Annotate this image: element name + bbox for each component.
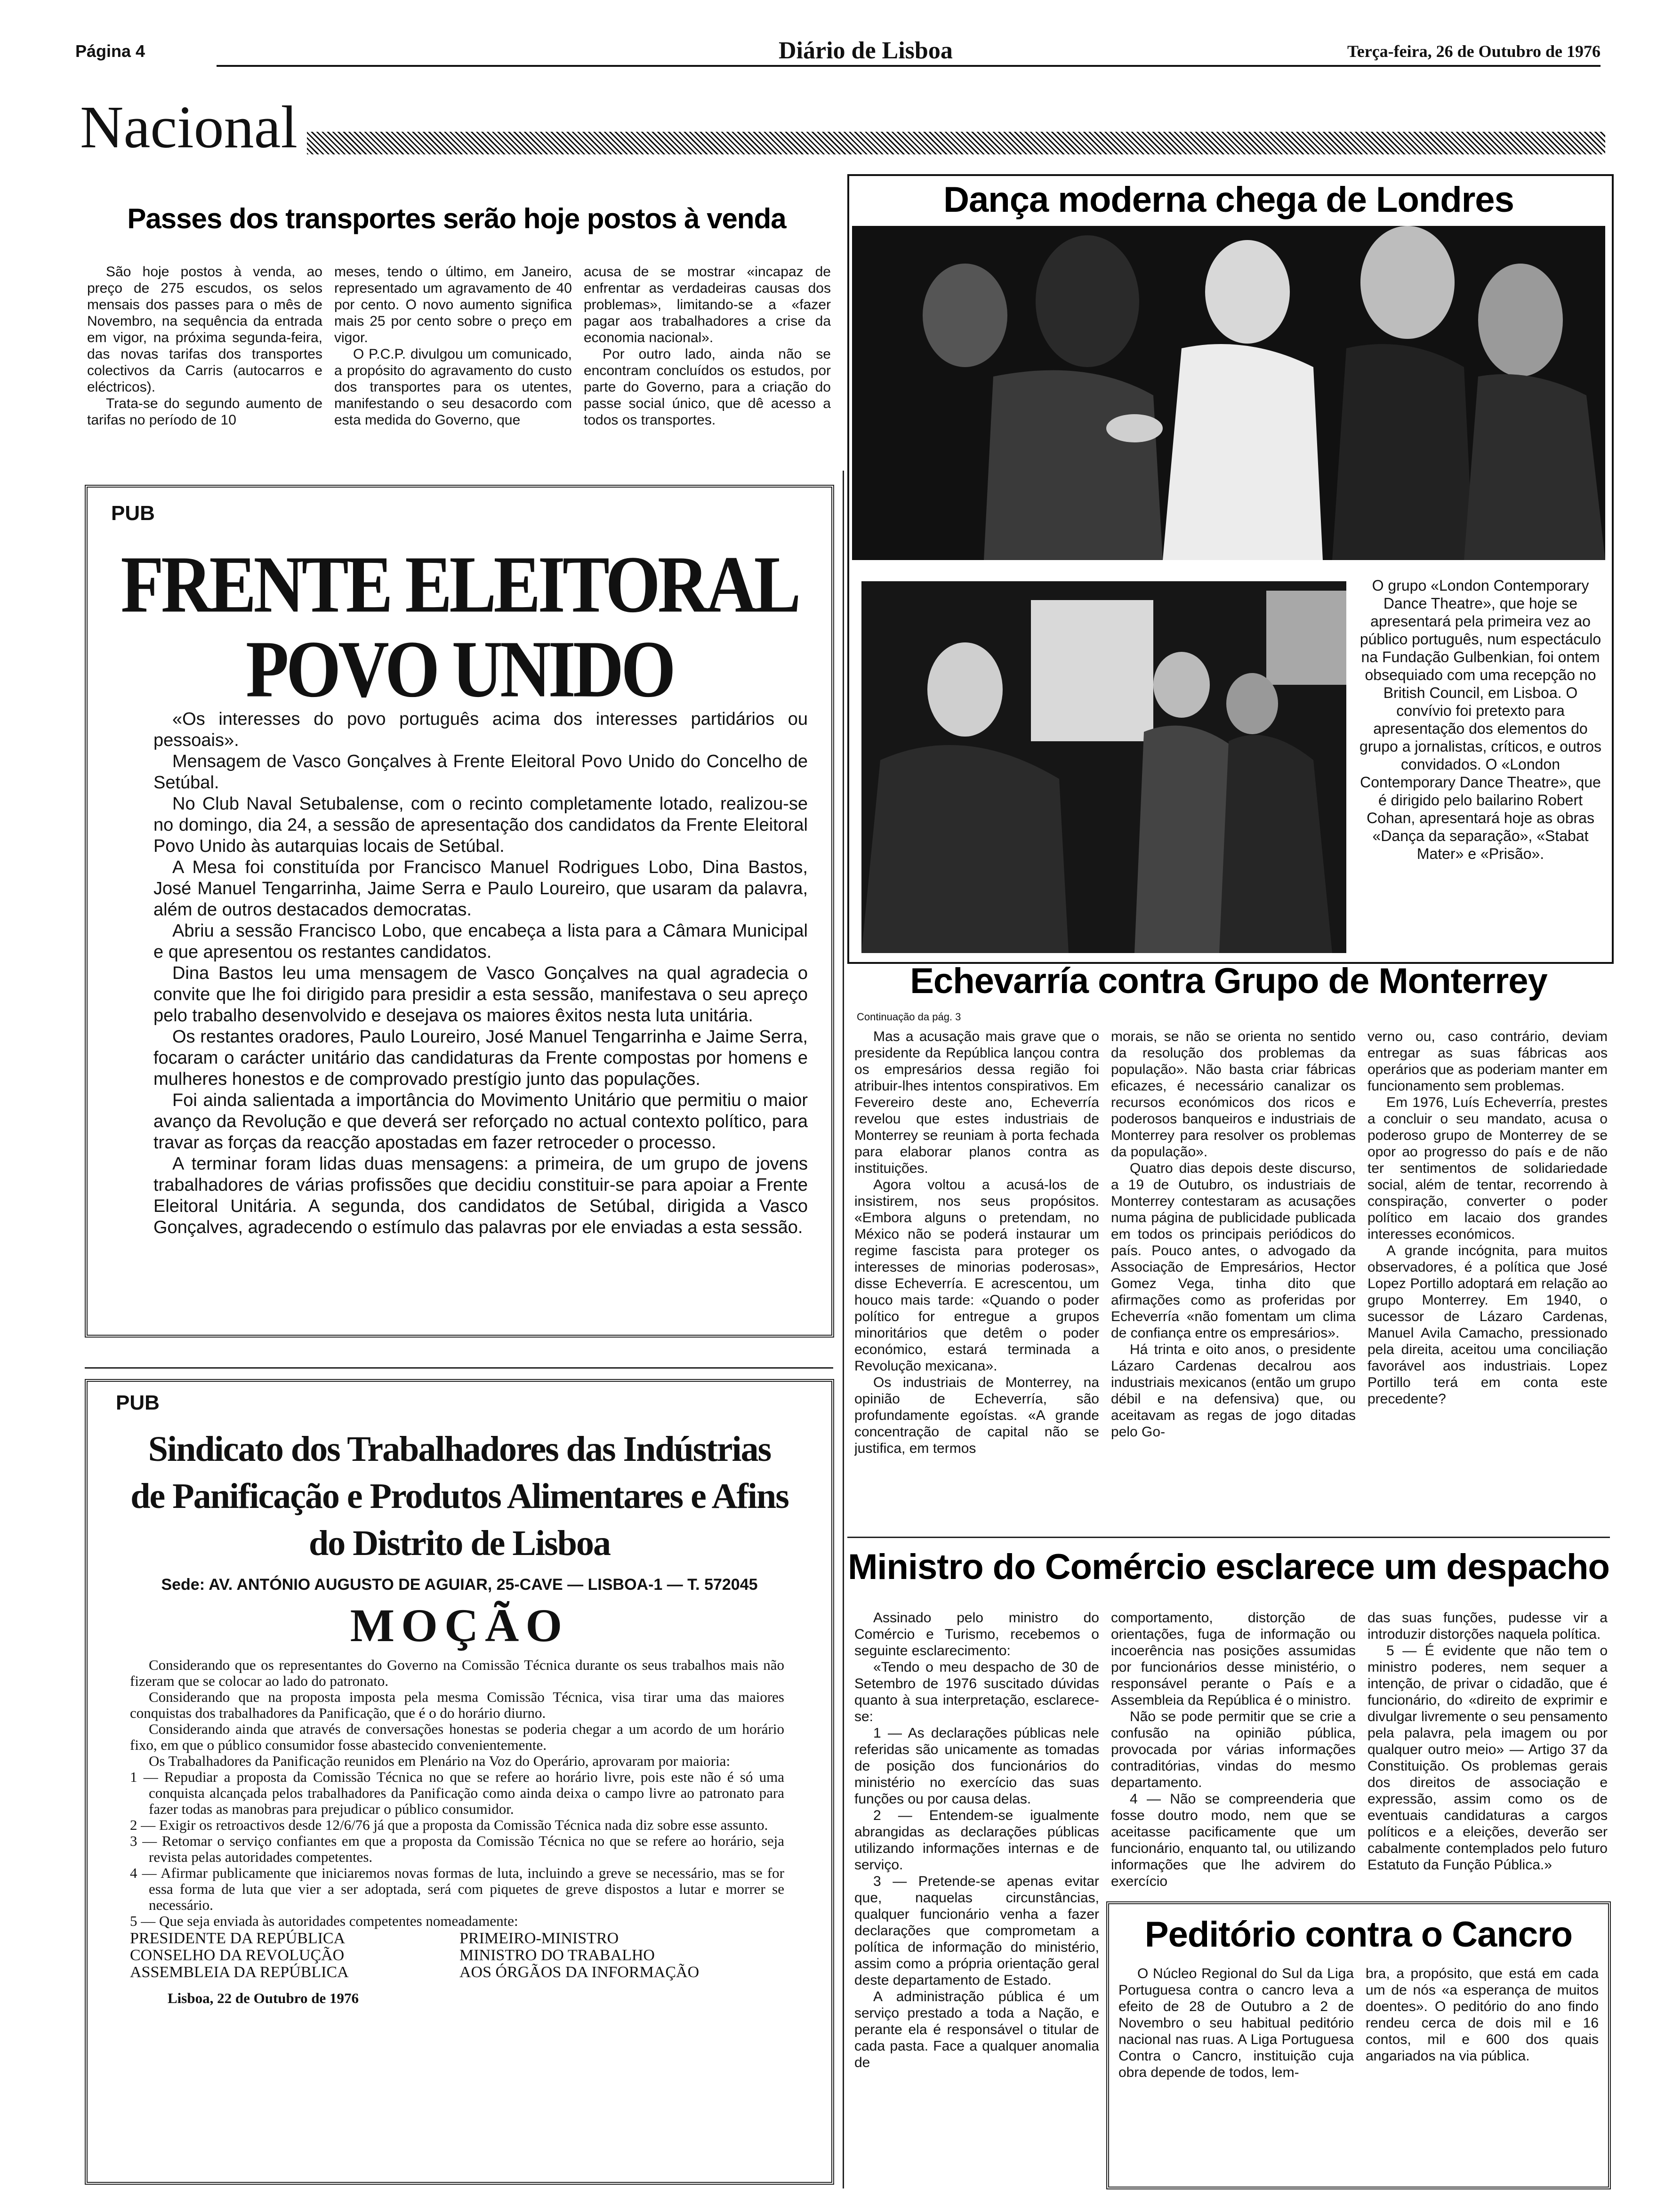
list-item: 4 — Afirmar publicamente que iniciaremos novas formas de luta, incluindo a greve se necessário, mas se for essa forma de luta que vier a ser adoptada, será com piquetes de greve dispostos a lutar e morrer se necessário. xyxy=(130,1865,784,1913)
paragraph: O Núcleo Regional do Sul da Liga Portuguesa contra o cancro leva a efeito de 28 de Outubro a 2 de Novembro o seu habitual peditório nacional nas ruas. A Liga Portuguesa Contra o Cancro, instituição cuja obra depende de todos, lem- xyxy=(1118,1966,1354,2080)
paragraph: comportamento, distorção de orientações, fuga de informação ou incoerência nas posições assumidas por funcionários desse ministério, o responsável perante o País e a Assembleia da República é o ministro. xyxy=(1111,1610,1356,1708)
recipient: PRESIDENTE DA REPÚBLICA xyxy=(130,1930,346,1947)
paragraph: Agora voltou a acusá-los de insistirem, nos seus propósitos. «Embora alguns o pretendam, no México não se poderá instaurar um regime fascista para proteger os interesses de minorias poderosas», disse Echeverría. E acrescentou, um houco mais tarde: «Quando o poder político for entregue a grupos minoritários que detêm o poder económico, estará terminada a Revolução mexicana». xyxy=(854,1177,1099,1374)
reception-photo xyxy=(861,581,1346,953)
paragraph: Mas a acusação mais grave que o presidente da República lançou contra os empresários dessa região foi atribuir-lhes intentos conspirativos. Em Fevereiro deste ano, Echeverría revelou que estes industriais de Monterrey se reuniam à porta fechada para elaborar planos contra as instituições. xyxy=(854,1029,1099,1176)
paragraph: A Mesa foi constituída por Francisco Manuel Rodrigues Lobo, Dina Bastos, José Manuel Tengarrinha, Jaime Serra e Paulo Loureiro, que usaram da palavra, além de outros destacados democratas. xyxy=(153,858,808,920)
paragraph: No Club Naval Setubalense, com o recinto completamente lotado, realizou-se no domingo, dia 24, a sessão de apresentação dos candidatos da Frente Eleitoral Povo Unido às autarquias locais de Setúbal. xyxy=(153,794,808,856)
list-item: 3 — Retomar o serviço confiantes em que a proposta da Comissão Técnica no que se refere ao horário, seja revista pelas autoridades competentes. xyxy=(130,1833,784,1865)
list-item: 5 — Que seja enviada às autoridades competentes nomeadamente: xyxy=(130,1913,518,1929)
motion-signoff: Lisboa, 22 de Outubro de 1976 xyxy=(168,1990,359,2006)
paragraph: morais, se não se orienta no sentido da resolução dos problemas da população». Não basta criar fábricas eficazes, é necessário canalizar os recursos económicos dos ricos e poderosos banqueiros e industriais de Monterrey para resolver os problemas da população». xyxy=(1111,1029,1356,1160)
paragraph: São hoje postos à venda, ao preço de 275 escudos, os selos mensais dos passes para o mês de Novembro, na sequência da entrada em vigor, na próxima segunda-feira, das novas tarifas dos transportes colectivos da Carris (autocarros e eléctricos). xyxy=(87,264,322,395)
paragraph: «Os interesses do povo português acima dos interesses partidários ou pessoais». xyxy=(153,709,808,750)
pub-tag: PUB xyxy=(111,502,155,525)
paragraph: 4 — Não se compreenderia que fosse doutro modo, nem que se aceitasse pacificamente que um funcionário, enquanto tal, ou utilizando informações que lhe advirem do exercício xyxy=(1111,1791,1356,1889)
frente-eleitoral-ad xyxy=(85,485,834,1338)
motion-body xyxy=(130,1657,784,2165)
list-item: 2 — Exigir os retroactivos desde 12/6/76 já que a proposta da Comissão Técnica nada diz sobre esse assunto. xyxy=(130,1817,768,1833)
paragraph: Assinado pelo ministro do Comércio e Turismo, recebemos o seguinte esclarecimento: xyxy=(854,1610,1099,1659)
dance-photo-top xyxy=(852,226,1605,560)
paragraph: meses, tendo o último, em Janeiro, representado um agravamento de 40 por cento. O novo aumento significa mais 25 por cento sobre o preço em vigor. xyxy=(334,264,572,345)
recipient: ASSEMBLEIA DA REPÚBLICA xyxy=(130,1964,349,1981)
divider xyxy=(847,1537,1610,1538)
paragraph: Os Trabalhadores da Panificação reunidos em Plenário na Voz do Operário, aprovaram por maioria: xyxy=(149,1753,731,1769)
paragraph: 1 — As declarações públicas nele referidas são unicamente as tomadas de posição dos funcionários do ministério no exercício das suas funções ou por causa delas. xyxy=(854,1725,1099,1807)
paragraph: Considerando ainda que através de conversações honestas se poderia chegar a um acordo de um horário fixo, em que o público consumidor fosse abastecido convenientemente. xyxy=(130,1721,784,1753)
masthead-rule xyxy=(217,65,1601,67)
recipient: CONSELHO DA REVOLUÇÃO xyxy=(130,1947,345,1964)
motion-items xyxy=(130,1769,784,1929)
paragraph: Os industriais de Monterrey, na opinião de Echeverría, são profundamente egoístas. «A grande concentração de capital não se justifica, em termos xyxy=(854,1375,1099,1456)
recipient: AOS ÓRGÃOS DA INFORMAÇÃO xyxy=(459,1964,700,1981)
paragraph: Foi ainda salientada a importância do Movimento Unitário que permitiu o maior avanço da Revolução e que deverá ser reforçado no actual contexto político, para travar as forças da reacção apostadas em fazer retroceder o processo. xyxy=(153,1090,808,1153)
paragraph: Mensagem de Vasco Gonçalves à Frente Eleitoral Povo Unido do Concelho de Setúbal. xyxy=(153,752,808,793)
ministro-col-1 xyxy=(854,1610,1099,2188)
passes-col-3 xyxy=(584,264,831,466)
union-title-2: de Panificação e Produtos Alimentares e Afins xyxy=(130,1476,788,1516)
section-hatch xyxy=(301,132,1605,154)
echevarria-headline: Echevarría contra Grupo de Monterrey xyxy=(910,961,1547,1001)
ad-title-2: POVO UNIDO xyxy=(246,624,673,714)
issue-date: Terça-feira, 26 de Outubro de 1976 xyxy=(1347,42,1601,61)
divider xyxy=(85,1367,833,1369)
pub-tag: PUB xyxy=(116,1391,160,1414)
paragraph: Dina Bastos leu uma mensagem de Vasco Gonçalves na qual agradecia o convite que lhe foi dirigido para presidir a esta sessão, manifestava o seu apreço pelo trabalho desenvolvido e desejava os maiores êxitos nesta luta unitária. xyxy=(153,963,808,1026)
newspaper-name: Diário de Lisboa xyxy=(772,37,959,64)
list-item: 1 — Repudiar a proposta da Comissão Técnica no que se refere ao horário livre, pois este não é só uma conquista alcançada pelos trabalhadores da Panificação como ainda deixa o campo livre ao patronato para fazer todas as manobras para prejudicar o público consumidor. xyxy=(130,1769,784,1817)
paragraph: bra, a propósito, que está em cada um de nós «a esperança de muitos doentes». O peditório do ano findo rendeu cerca de dois mil e 16 contos, mil e 600 dos quais angariados na via pública. xyxy=(1366,1966,1599,2064)
recipient: MINISTRO DO TRABALHO xyxy=(459,1947,655,1964)
dancers-photo xyxy=(852,226,1605,560)
ad-title-1: FRENTE ELEITORAL xyxy=(121,539,798,630)
passes-headline: Passes dos transportes serão hoje postos à venda xyxy=(127,203,786,234)
paragraph: Considerando que os representantes do Governo na Comissão Técnica durante os seus trabalhos mais não fizeram que se colocar ao lado do patronato. xyxy=(130,1657,784,1689)
masthead xyxy=(75,33,1601,71)
paragraph: Os restantes oradores, Paulo Loureiro, José Manuel Tengarrinha e Jaime Serra, focaram o carácter unitário das candidaturas da Frente compostas por homens e mulheres honestos e de comprovado prestígio junto das populações. xyxy=(153,1027,808,1089)
paragraph: Considerando que na proposta imposta pela mesma Comissão Técnica, visa tirar uma das maiores conquistas dos trabalhadores da Panificação, que é o do horário diurno. xyxy=(130,1689,784,1721)
paragraph: 5 — É evidente que não tem o ministro poderes, nem sequer a intenção, de privar o cidadão, que é funcionário, do «direito de exprimir e divulgar livremente o seu pensamento pela palavra, pela imagem ou por qualquer outro meio» — Artigo 37 da Constituição. Os problemas gerais dos direitos de associação e expressão, assim como os de eventuais candidaturas a cargos políticos e a eleições, deverão ser cabalmente contemplados pelo futuro Estatuto da Função Pública.» xyxy=(1367,1643,1608,1873)
recipients-right xyxy=(459,1930,699,1981)
cancro-box xyxy=(1106,1901,1611,2189)
echevarria-col-3 xyxy=(1367,1028,1608,1527)
paragraph: 2 — Entendem-se igualmente abrangidas as declarações públicas utilizando informações internas e de serviço. xyxy=(854,1808,1099,1873)
paragraph: «Tendo o meu despacho de 30 de Setembro de 1976 suscitado dúvidas quanto à sua interpretação, esclarece-se: xyxy=(854,1659,1099,1724)
dance-headline: Dança moderna chega de Londres xyxy=(943,180,1514,220)
dance-caption: O grupo «London Contemporary Dance Theatre», que hoje se apresentará pela primeira vez ao público português, num espectáculo na Fundação Gulbenkian, foi ontem obsequiado com uma recepção no British Council, em Lisboa. O convívio foi pretexto para apresentação dos elementos do grupo a jornalistas, críticos, e outros convidados. O «London Contemporary Dance Theatre», que é dirigido pelo bailarino Robert Cohan, apresentará hoje as obras «Dança da separação», «Stabat Mater» e «Prisão». xyxy=(1359,577,1601,862)
union-address: Sede: AV. ANTÓNIO AUGUSTO DE AGUIAR, 25-CAVE — LISBOA-1 — T. 572045 xyxy=(161,1576,758,1594)
column-rule xyxy=(843,471,844,2188)
paragraph: Quatro dias depois deste discurso, a 19 de Outubro, os industriais de Monterrey contestaram as acusações numa página de publicidade publicada em todos os principais periódicos do país. Pouco antes, o advogado da Associação de Empresários, Hector Gomez Vega, tinha dito que afirmações como as proferidas por Echeverría «não fomentam um clima de confiança entre os empresários». xyxy=(1111,1161,1356,1341)
page-number: Página 4 xyxy=(75,41,145,61)
continuation-note: Continuação da pág. 3 xyxy=(857,1011,961,1023)
paragraph: Abriu a sessão Francisco Lobo, que encabeça a lista para a Câmara Municipal e que apresentou os restantes candidatos. xyxy=(153,921,808,962)
ad-body xyxy=(153,709,808,1321)
paragraph: A grande incógnita, para muitos observadores, é a política que José Lopez Portillo adoptará em relação ao grupo Monterrey. Em 1940, o sucessor de Lázaro Cardenas, Manuel Avila Camacho, pressionado pela direita, aceitou uma conciliação favorável aos industriais. Lopez Portillo terá em conta este precedente? xyxy=(1367,1243,1608,1407)
ministro-headline: Ministro do Comércio esclarece um despacho xyxy=(848,1547,1609,1587)
union-title-3: do Distrito de Lisboa xyxy=(309,1523,610,1563)
motion-title: MOÇÃO xyxy=(350,1599,569,1651)
paragraph: Por outro lado, ainda não se encontram concluídos os estudos, por parte do Governo, para a criação do passe social único, que dê acesso a todos os transportes. xyxy=(584,346,831,428)
paragraph: O P.C.P. divulgou um comunicado, a propósito do agravamento do custo dos transportes para os utentes, manifestando o seu desacordo com esta medida do Governo, que xyxy=(334,346,572,428)
passes-col-1 xyxy=(87,264,322,461)
cancro-headline: Peditório contra o Cancro xyxy=(1144,1915,1573,1955)
paragraph: Em 1976, Luís Echeverría, prestes a concluir o seu mandato, acusa o poderoso grupo de Monterrey de se opor ao progresso do país e de não ter sentimentos de solidariedade social, além de tentar, recorrendo à conspiração, converter o poder político em lacaio dos grandes interesses económicos. xyxy=(1367,1095,1608,1242)
paragraph: Não se pode permitir que se crie a confusão na opinião pública, provocada por várias informações contraditórias, vindas do mesmo departamento. xyxy=(1111,1709,1356,1790)
recipients xyxy=(130,1930,784,1981)
section-header xyxy=(80,94,1605,160)
echevarria-col-2 xyxy=(1111,1028,1356,1527)
dance-photo-bottom xyxy=(861,581,1346,953)
union-title-1: Sindicato dos Trabalhadores das Indústrias xyxy=(148,1429,771,1469)
echevarria-col-1 xyxy=(854,1028,1099,1527)
paragraph: A administração pública é um serviço prestado a toda a Nação, e perante ela é responsável o titular de cada pasta. Face a qualquer anomalia de xyxy=(854,1989,1099,2070)
paragraph: verno ou, caso contrário, deviam entregar as suas fábricas aos operários que as poderiam manter em funcionamento sem problemas. xyxy=(1367,1029,1608,1094)
cancro-col-1 xyxy=(1118,1965,1354,2182)
cancro-col-2 xyxy=(1366,1965,1599,2182)
ministro-col-2 xyxy=(1111,1610,1356,1892)
paragraph: A terminar foram lidas duas mensagens: a primeira, de um grupo de jovens trabalhadores de várias profissões que decidiu constituir-se para apoiar a Frente Eleitoral Unitária. A segunda, dos candidatos de Setúbal, dirigida a Vasco Gonçalves, agradecendo o estímulo das palavras por ele enviadas a esta sessão. xyxy=(153,1154,808,1237)
paragraph: Há trinta e oito anos, o presidente Lázaro Cardenas decalrou aos industriais mexicanos (então um grupo débil e na defensiva) que, ou aceitavam as regas de jogo ditadas pelo Go- xyxy=(1111,1342,1356,1440)
paragraph: acusa de se mostrar «incapaz de enfrentar as verdadeiras causas dos problemas», limitando-se a «fazer pagar aos trabalhadores a crise da economia nacional». xyxy=(584,264,831,345)
recipient: PRIMEIRO-MINISTRO xyxy=(459,1930,619,1947)
passes-col-2 xyxy=(334,264,572,461)
paragraph: das suas funções, pudesse vir a introduzir distorções naquela política. xyxy=(1367,1610,1608,1642)
sindicato-ad xyxy=(85,1379,834,2185)
paragraph: 3 — Pretende-se apenas evitar que, naquelas circunstâncias, qualquer funcionário venha a fazer declarações que comprometam a política de informação do ministério, assim como a própria orientação geral deste departamento de Estado. xyxy=(854,1874,1099,1988)
section-title: Nacional xyxy=(80,94,307,160)
ministro-col-3 xyxy=(1367,1610,1608,1892)
paragraph: Trata-se do segundo aumento de tarifas no período de 10 xyxy=(87,396,322,428)
recipients-left xyxy=(130,1930,431,1981)
